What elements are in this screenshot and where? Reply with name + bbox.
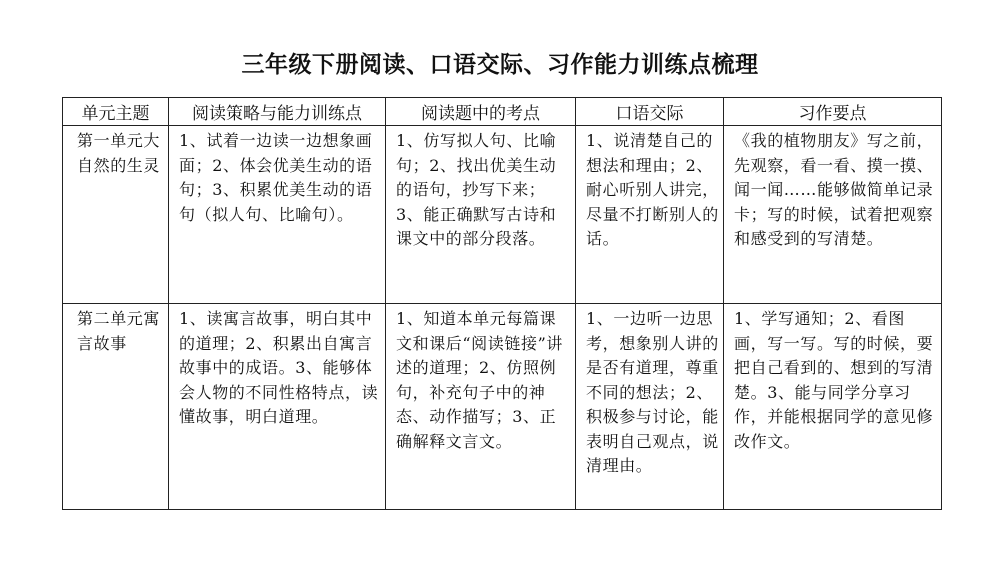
training-points-table [62, 97, 942, 510]
cell-exam-points: 1、知道本单元每篇课文和课后“阅读链接”讲述的道理；2、仿照例句，补充句子中的神态、动作描写；3、正确解释文言文。 [386, 304, 576, 510]
header-exam-points: 阅读题中的考点 [386, 98, 576, 126]
header-reading-strategy: 阅读策略与能力训练点 [169, 98, 386, 126]
header-unit-theme: 单元主题 [63, 98, 169, 126]
cell-writing-points: 《我的植物朋友》写之前，先观察，看一看、摸一摸、闻一闻……能够做简单记录卡；写的时候，试着把观察和感受到的写清楚。 [724, 126, 942, 304]
cell-unit-theme: 第二单元寓言故事 [63, 304, 169, 510]
header-writing-points: 习作要点 [724, 98, 942, 126]
page-title: 三年级下册阅读、口语交际、习作能力训练点梳理 [241, 52, 759, 78]
cell-writing-points: 1、学写通知；2、看图画，写一写。写的时候，要把自己看到的、想到的写清楚。3、能与同学分享习作，并能根据同学的意见修改作文。 [724, 304, 942, 510]
header-oral-communication: 口语交际 [576, 98, 724, 126]
cell-unit-theme: 第一单元大自然的生灵 [63, 126, 169, 304]
cell-oral-communication: 1、一边听一边思考，想象别人讲的是否有道理，尊重不同的想法；2、积极参与讨论，能表明自己观点，说清理由。 [576, 304, 724, 510]
cell-reading-strategy: 1、读寓言故事，明白其中的道理；2、积累出自寓言故事中的成语。3、能够体会人物的不同性格特点，读懂故事，明白道理。 [169, 304, 386, 510]
cell-reading-strategy: 1、试着一边读一边想象画面；2、体会优美生动的语句；3、积累优美生动的语句（拟人句、比喻句）。 [169, 126, 386, 304]
cell-oral-communication: 1、说清楚自己的想法和理由；2、耐心听别人讲完，尽量不打断别人的话。 [576, 126, 724, 304]
cell-exam-points: 1、仿写拟人句、比喻句；2、找出优美生动的语句，抄写下来；3、能正确默写古诗和课文中的部分段落。 [386, 126, 576, 304]
table-header-row [63, 98, 942, 126]
table-row [63, 304, 942, 510]
table-row [63, 126, 942, 304]
